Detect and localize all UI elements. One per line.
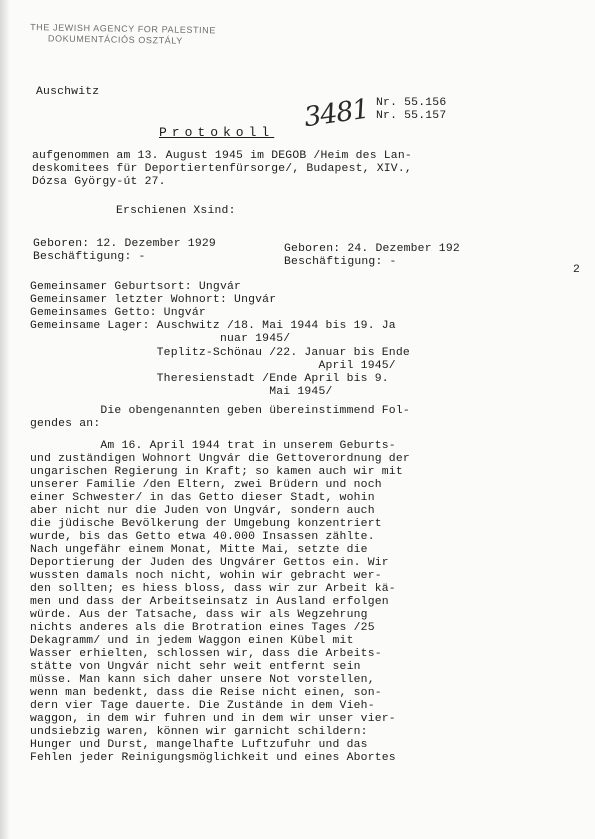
- body-line: Hunger und Durst, mangelhafte Luftzufuhr und das: [30, 739, 368, 751]
- intro-line: aufgenommen am 13. August 1945 im DEGOB /Heim des Lan-: [32, 150, 412, 162]
- body-line: Nach ungefähr einem Monat, Mitte Mai, setzte die: [30, 544, 368, 556]
- body-line: Wasser erhielten, schlossen wir, dass die Arbeits-: [30, 648, 382, 660]
- common-line: Theresienstadt /Ende April bis 9.: [30, 373, 389, 385]
- person-1-born: Geboren: 12. Dezember 1929: [33, 238, 216, 250]
- statement-line: gendes an:: [30, 418, 101, 430]
- person-2-margin-digit: 2: [573, 264, 581, 276]
- body-line: Am 16. April 1944 trat in unserem Geburts-: [30, 440, 396, 452]
- record-number-2: Nr. 55.157: [376, 110, 447, 122]
- body-line: dern vier Tage dauerte. Die Zustände in dem Vieh-: [30, 700, 375, 712]
- body-line: aber nicht nur die Juden von Ungvár, sondern auch: [30, 505, 375, 517]
- common-line: Gemeinsames Getto: Ungvár: [30, 307, 206, 319]
- person-2-born: Geboren: 24. Dezember 192: [284, 243, 460, 255]
- body-line: men und dass der Arbeitseinsatz in Ausland erfolgen: [30, 596, 389, 608]
- body-line: unserer Familie /den Eltern, zwei Brüdern und noch: [30, 479, 382, 491]
- body-line: Dekagramm/ und in jedem Waggon einen Kübel mit: [30, 635, 354, 647]
- body-line: waggon, in dem wir fuhren und in dem wir unser vier-: [30, 713, 396, 725]
- body-line: einer Schwester/ in das Getto dieser Stadt, wohin: [30, 492, 375, 504]
- scan-shadow: [0, 0, 10, 839]
- stamp-line-2: DOKUMENTÁCIÓS OSZTÁLY: [47, 33, 183, 46]
- place-heading: Auschwitz: [36, 86, 100, 98]
- body-line: stätte von Ungvár nicht sehr weit entfernt sein: [30, 661, 361, 673]
- common-line: Gemeinsamer letzter Wohnort: Ungvár: [30, 294, 277, 306]
- person-2-occupation: Beschäftigung: -: [284, 256, 397, 268]
- body-line: müsse. Man kann sich daher unsere Not vorstellen,: [30, 674, 375, 686]
- intro-line: Dózsa György-út 27.: [32, 176, 166, 188]
- body-line: undsiebzig waren, können wir garnicht schildern:: [30, 726, 368, 738]
- handwritten-number: 3481: [302, 93, 371, 134]
- common-line: Mai 1945/: [30, 386, 333, 398]
- body-line: Fehlen jeder Reinigungsmöglichkeit und eines Abortes: [30, 752, 396, 764]
- body-line: Deportierung der Juden des Ungvárer Gettos ein. Wir: [30, 557, 389, 569]
- common-line: Gemeinsame Lager: Auschwitz /18. Mai 1944 bis 19. Ja: [30, 320, 396, 332]
- body-line: den sollten; es hiess bloss, dass wir zur Arbeit kä-: [30, 583, 396, 595]
- common-line: nuar 1945/: [30, 333, 291, 345]
- common-line: Teplitz-Schönau /22. Januar bis Ende: [30, 347, 410, 359]
- body-line: wurde, bis das Getto etwa 40.000 Insassen zählte.: [30, 531, 375, 543]
- body-line: wenn man bedenkt, dass die Reise nicht einen, son-: [30, 687, 382, 699]
- statement-line: Die obengenannten geben übereinstimmend Fol-: [30, 405, 410, 417]
- common-line: Gemeinsamer Geburtsort: Ungvár: [30, 281, 242, 293]
- body-line: und zuständigen Wohnort Ungvár die Gettoverordnung der: [30, 453, 410, 465]
- body-line: nichts anderes als die Brotration eines Tages /25: [30, 622, 375, 634]
- record-number-1: Nr. 55.156: [376, 97, 447, 109]
- archive-stamp: [30, 22, 250, 48]
- body-line: würde. Aus der Tatsache, dass wir als Wegzehrung: [30, 609, 368, 621]
- body-line: ungarischen Regierung in Kraft; so kamen auch wir mit: [30, 466, 403, 478]
- intro-line: deskomitees für Deportiertenfürsorge/, Budapest, XIV.,: [32, 163, 412, 175]
- erschienen-line: Erschienen Xsind:: [116, 205, 236, 217]
- stamp-line-1: THE JEWISH AGENCY FOR PALESTINE: [30, 22, 216, 36]
- document-title: Protokoll: [159, 125, 275, 140]
- common-line: April 1945/: [30, 360, 396, 372]
- person-1-occupation: Beschäftigung: -: [33, 251, 146, 263]
- body-line: wussten damals noch nicht, wohin wir gebracht wer-: [30, 570, 382, 582]
- body-line: die jüdische Bevölkerung der Umgebung konzentriert: [30, 518, 382, 530]
